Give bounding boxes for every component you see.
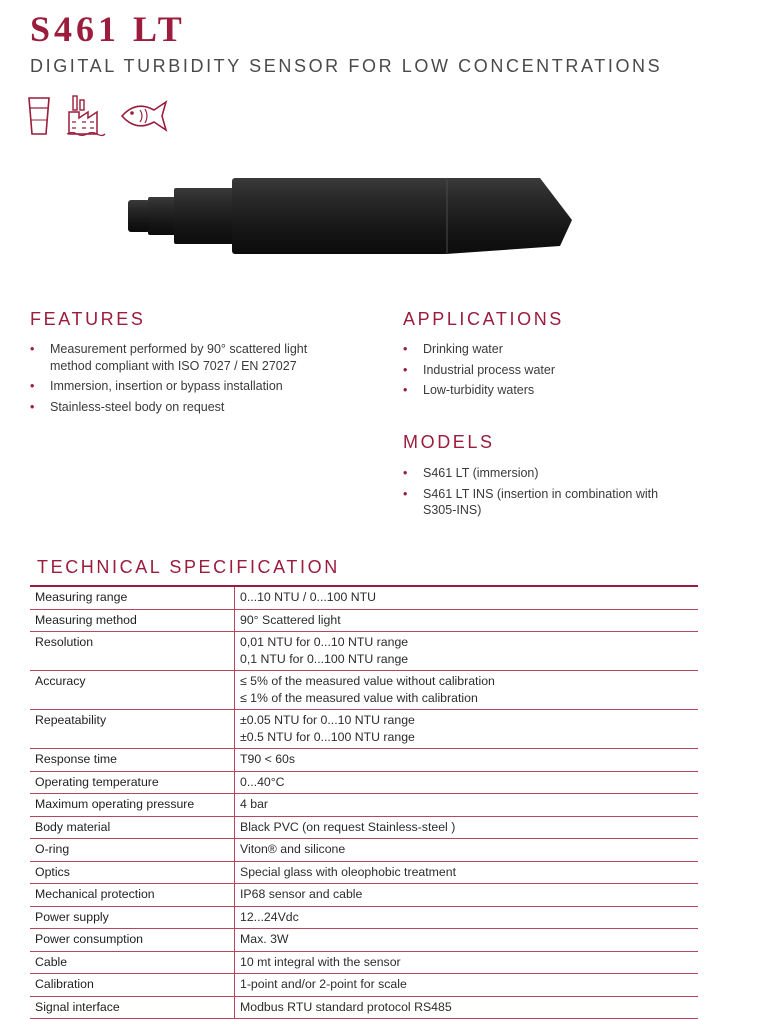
features-item: • Immersion, insertion or bypass installation xyxy=(30,378,330,395)
spec-key: Operating temperature xyxy=(30,771,235,794)
spec-value-line: 1-point and/or 2-point for scale xyxy=(240,977,407,991)
spec-value xyxy=(235,884,699,907)
spec-key: Power consumption xyxy=(30,929,235,952)
page-title: S461 LT xyxy=(30,9,186,49)
spec-value-line: 0,1 NTU for 0...100 NTU range xyxy=(240,651,409,666)
table-row xyxy=(30,632,698,671)
applications-list xyxy=(403,341,663,403)
applications-item: • Industrial process water xyxy=(403,362,663,379)
spec-key: Resolution xyxy=(30,632,235,671)
features-item: • Stainless-steel body on request xyxy=(30,399,330,416)
spec-key: Cable xyxy=(30,951,235,974)
spec-value xyxy=(235,710,699,749)
spec-value xyxy=(235,951,699,974)
features-heading: FEATURES xyxy=(30,309,146,329)
spec-value xyxy=(235,816,699,839)
spec-value-line: Max. 3W xyxy=(240,932,289,946)
spec-value-line: 12...24Vdc xyxy=(240,909,299,924)
spec-key: Accuracy xyxy=(30,671,235,710)
table-row xyxy=(30,861,698,884)
spec-value-line: ≤ 5% of the measured value without calibration xyxy=(240,674,495,688)
applications-item: • Low-turbidity waters xyxy=(403,382,663,399)
spec-value-line: ±0.05 NTU for 0...10 NTU range xyxy=(240,713,415,727)
sensor-product-image xyxy=(120,170,580,260)
spec-value-line: ±0.5 NTU for 0...100 NTU range xyxy=(240,729,415,744)
features-list xyxy=(30,341,330,419)
industrial-plant-icon xyxy=(66,94,106,138)
spec-value-line: Viton® and silicone xyxy=(240,842,346,856)
table-row xyxy=(30,929,698,952)
spec-key: Maximum operating pressure xyxy=(30,794,235,817)
table-row xyxy=(30,771,698,794)
spec-value-line: ≤ 1% of the measured value with calibration xyxy=(240,690,478,705)
drinking-glass-icon xyxy=(26,94,52,138)
table-row xyxy=(30,951,698,974)
table-row xyxy=(30,884,698,907)
table-row xyxy=(30,906,698,929)
table-row xyxy=(30,609,698,632)
spec-table xyxy=(30,585,698,1019)
page-subtitle: DIGITAL TURBIDITY SENSOR FOR LOW CONCENTRATIONS xyxy=(30,56,663,76)
table-row xyxy=(30,710,698,749)
spec-value xyxy=(235,929,699,952)
spec-key: Response time xyxy=(30,749,235,772)
table-row xyxy=(30,974,698,997)
features-item: • Measurement performed by 90° scattered light method compliant with ISO 7027 / EN 27027 xyxy=(30,341,330,374)
spec-value xyxy=(235,861,699,884)
spec-key: Mechanical protection xyxy=(30,884,235,907)
table-row xyxy=(30,839,698,862)
spec-value-line: Black PVC (on request Stainless-steel ) xyxy=(240,819,456,834)
spec-value-line: Modbus RTU standard protocol RS485 xyxy=(240,999,452,1014)
spec-value-line: 0,01 NTU for 0...10 NTU range xyxy=(240,635,409,649)
spec-value-line: 0...40°C xyxy=(240,774,285,789)
spec-key: Optics xyxy=(30,861,235,884)
spec-key: Signal interface xyxy=(30,996,235,1019)
models-item: • S461 LT (immersion) xyxy=(403,465,663,482)
spec-key: Calibration xyxy=(30,974,235,997)
spec-value-line: 4 bar xyxy=(240,797,269,811)
spec-value xyxy=(235,996,699,1019)
spec-value xyxy=(235,749,699,772)
fish-icon xyxy=(118,98,170,134)
spec-value xyxy=(235,771,699,794)
spec-key: Power supply xyxy=(30,906,235,929)
spec-value-line: 10 mt integral with the sensor xyxy=(240,954,401,969)
spec-key: O-ring xyxy=(30,839,235,862)
table-row xyxy=(30,749,698,772)
spec-key: Measuring range xyxy=(30,586,235,609)
table-row xyxy=(30,816,698,839)
spec-value xyxy=(235,974,699,997)
spec-heading: TECHNICAL SPECIFICATION xyxy=(37,557,340,577)
spec-value xyxy=(235,839,699,862)
models-item: • S461 LT INS (insertion in combination with S305-INS) xyxy=(403,486,663,519)
table-row xyxy=(30,794,698,817)
applications-item: • Drinking water xyxy=(403,341,663,358)
spec-value xyxy=(235,586,699,609)
spec-value xyxy=(235,671,699,710)
models-list xyxy=(403,465,663,523)
spec-value-line: Special glass with oleophobic treatment xyxy=(240,864,457,879)
spec-value xyxy=(235,609,699,632)
spec-value xyxy=(235,632,699,671)
table-row xyxy=(30,671,698,710)
spec-value-line: T90 < 60s xyxy=(240,752,296,766)
spec-value xyxy=(235,794,699,817)
spec-value xyxy=(235,906,699,929)
applications-heading: APPLICATIONS xyxy=(403,309,564,329)
models-heading: MODELS xyxy=(403,432,495,452)
table-row xyxy=(30,586,698,609)
spec-key: Measuring method xyxy=(30,609,235,632)
table-row xyxy=(30,996,698,1019)
spec-key: Body material xyxy=(30,816,235,839)
spec-key: Repeatability xyxy=(30,710,235,749)
spec-value-line: 0...10 NTU / 0...100 NTU xyxy=(240,590,376,604)
spec-value-line: 90° Scattered light xyxy=(240,612,341,627)
spec-value-line: IP68 sensor and cable xyxy=(240,887,363,901)
